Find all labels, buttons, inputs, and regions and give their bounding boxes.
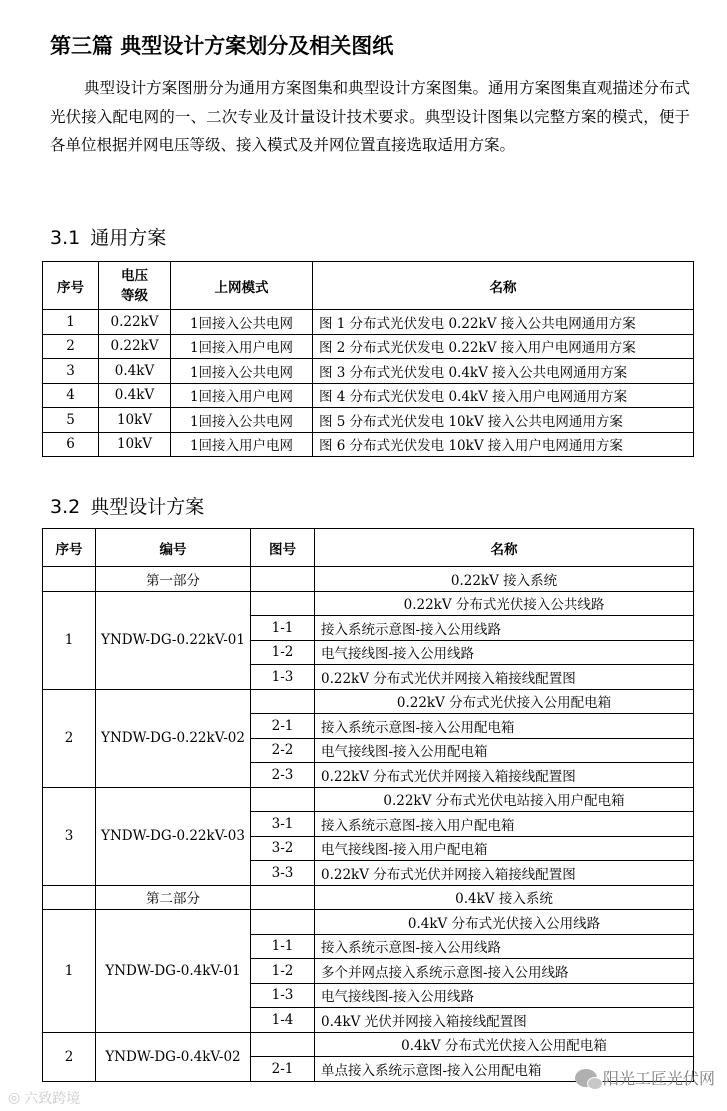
header-no: 序号 (43, 529, 96, 567)
cell-fig: 1-2 (251, 640, 315, 665)
group-title: 0.22kV 分布式光伏接入公共线路 (315, 591, 694, 616)
cell-name: 电气接线图-接入公用线路 (315, 640, 694, 665)
cell-mode: 1回接入用户电网 (171, 432, 313, 457)
cell-name: 图 1 分布式光伏发电 0.22kV 接入公共电网通用方案 (313, 310, 694, 335)
cell-mode: 1回接入用户电网 (171, 383, 313, 408)
group-title: 0.4kV 分布式光伏接入公用配电箱 (315, 1032, 694, 1057)
cell-no: 3 (43, 359, 99, 384)
section-3-1-heading (50, 223, 166, 250)
header-name: 名称 (315, 529, 694, 567)
cell-fig: 2-1 (251, 1057, 315, 1082)
cell-fig: 3-3 (251, 861, 315, 886)
header-name: 名称 (313, 262, 694, 310)
table-row (43, 383, 694, 408)
table-row (43, 334, 694, 359)
cell-no: 3 (43, 787, 96, 885)
cell-name: 接入系统示意图-接入公用线路 (315, 616, 694, 641)
cell-fig: 3-2 (251, 836, 315, 861)
cell-no: 2 (43, 334, 99, 359)
general-scheme-table (42, 261, 694, 457)
section-3-2-heading (50, 492, 204, 519)
cell-name: 电气接线图-接入公用配电箱 (315, 738, 694, 763)
cell-voltage: 10kV (99, 432, 171, 457)
typical-design-table (42, 528, 694, 1082)
cell-code: YNDW-DG-0.22kV-01 (96, 591, 251, 689)
header-no: 序号 (43, 262, 99, 310)
cell-fig: 2-2 (251, 738, 315, 763)
cell-no: 4 (43, 383, 99, 408)
page-title: 第三篇 典型设计方案划分及相关图纸 (50, 34, 394, 58)
cell-fig: 1-2 (251, 959, 315, 984)
cell-name: 0.4kV 光伏并网接入箱接线配置图 (315, 1008, 694, 1033)
cell-name: 图 2 分布式光伏发电 0.22kV 接入用户电网通用方案 (313, 334, 694, 359)
cell-fig: 2-1 (251, 714, 315, 739)
header-mode: 上网模式 (171, 262, 313, 310)
cell-voltage: 0.22kV (99, 334, 171, 359)
cell-fig: 1-4 (251, 1008, 315, 1033)
group-title: 0.22kV 分布式光伏接入公用配电箱 (315, 689, 694, 714)
part-row (43, 885, 694, 910)
table-header-row (43, 262, 694, 310)
section-number: 3.2 (50, 496, 81, 518)
section-number: 3.1 (50, 227, 81, 249)
cell-fig: 1-1 (251, 616, 315, 641)
watermark-right-text: 阳光工匠光伏网 (602, 1069, 715, 1088)
cell-empty (43, 567, 96, 592)
cell-code: YNDW-DG-0.22kV-03 (96, 787, 251, 885)
cell-empty (251, 591, 315, 616)
cell-empty (251, 910, 315, 935)
cell-mode: 1回接入公共电网 (171, 310, 313, 335)
cell-name: 单点接入系统示意图-接入公用配电箱 (315, 1057, 694, 1082)
cell-no: 6 (43, 432, 99, 457)
cell-no: 1 (43, 591, 96, 689)
part-label: 第二部分 (96, 885, 251, 910)
table-row (43, 359, 694, 384)
cell-voltage: 0.22kV (99, 310, 171, 335)
cell-no: 1 (43, 910, 96, 1033)
cell-no: 2 (43, 689, 96, 787)
cell-code: YNDW-DG-0.22kV-02 (96, 689, 251, 787)
cell-name: 电气接线图-接入用户配电箱 (315, 836, 694, 861)
cell-mode: 1回接入公共电网 (171, 408, 313, 433)
cell-code: YNDW-DG-0.4kV-02 (96, 1032, 251, 1081)
group-title-row (43, 591, 694, 616)
group-title: 0.22kV 分布式光伏电站接入用户配电箱 (315, 787, 694, 812)
cell-name: 接入系统示意图-接入公用线路 (315, 934, 694, 959)
group-title-row (43, 1032, 694, 1057)
cell-empty (251, 689, 315, 714)
watermark-left-text: 六致跨境 (24, 1091, 81, 1107)
cell-name: 0.22kV 分布式光伏并网接入箱接线配置图 (315, 763, 694, 788)
group-title: 0.4kV 分布式光伏接入公用线路 (315, 910, 694, 935)
group-title-row (43, 689, 694, 714)
table-row (43, 310, 694, 335)
cell-empty (251, 1032, 315, 1057)
cell-name: 图 4 分布式光伏发电 0.4kV 接入用户电网通用方案 (313, 383, 694, 408)
cell-empty (251, 787, 315, 812)
part-label: 第一部分 (96, 567, 251, 592)
cell-code: YNDW-DG-0.4kV-01 (96, 910, 251, 1033)
cell-fig: 3-1 (251, 812, 315, 837)
watermark-right (575, 1066, 715, 1089)
cell-fig: 1-3 (251, 665, 315, 690)
cell-no: 1 (43, 310, 99, 335)
section-title: 通用方案 (90, 227, 167, 249)
header-code: 编号 (96, 529, 251, 567)
cell-name: 0.22kV 分布式光伏并网接入箱接线配置图 (315, 665, 694, 690)
header-voltage: 电压 等级 (99, 262, 171, 310)
cell-name: 图 6 分布式光伏发电 10kV 接入用户电网通用方案 (313, 432, 694, 457)
part-name: 0.4kV 接入系统 (315, 885, 694, 910)
header-fig: 图号 (251, 529, 315, 567)
table-row (43, 408, 694, 433)
cell-name: 多个并网点接入系统示意图-接入公用线路 (315, 959, 694, 984)
table-row (43, 432, 694, 457)
cell-voltage: 0.4kV (99, 383, 171, 408)
cell-empty (43, 885, 96, 910)
wechat-icon (575, 1069, 597, 1087)
cell-empty (251, 885, 315, 910)
cell-voltage: 10kV (99, 408, 171, 433)
watermark-left (8, 1088, 80, 1108)
cell-name: 图 5 分布式光伏发电 10kV 接入公共电网通用方案 (313, 408, 694, 433)
group-title-row (43, 910, 694, 935)
cell-name: 接入系统示意图-接入公用配电箱 (315, 714, 694, 739)
cell-name: 图 3 分布式光伏发电 0.4kV 接入公共电网通用方案 (313, 359, 694, 384)
cell-fig: 1-1 (251, 934, 315, 959)
cell-mode: 1回接入用户电网 (171, 334, 313, 359)
cell-no: 5 (43, 408, 99, 433)
camera-logo-icon: ◎ (8, 1090, 21, 1106)
part-row (43, 567, 694, 592)
cell-name: 接入系统示意图-接入用户配电箱 (315, 812, 694, 837)
cell-empty (251, 567, 315, 592)
cell-voltage: 0.4kV (99, 359, 171, 384)
part-name: 0.22kV 接入系统 (315, 567, 694, 592)
table-header-row (43, 529, 694, 567)
cell-mode: 1回接入公共电网 (171, 359, 313, 384)
cell-fig: 2-3 (251, 763, 315, 788)
intro-paragraph: 典型设计方案图册分为通用方案图集和典型设计方案图集。通用方案图集直观描述分布式光伏接入配电网的一、二次专业及计量设计技术要求。典型设计图集以完整方案的模式，便于各单位根据并网电压等级、接入模式及并网位置直接选取适用方案。 (50, 79, 690, 154)
cell-fig: 1-3 (251, 983, 315, 1008)
group-title-row (43, 787, 694, 812)
cell-name: 电气接线图-接入公用线路 (315, 983, 694, 1008)
cell-name: 0.22kV 分布式光伏并网接入箱接线配置图 (315, 861, 694, 886)
section-title: 典型设计方案 (90, 496, 205, 518)
cell-no: 2 (43, 1032, 96, 1081)
